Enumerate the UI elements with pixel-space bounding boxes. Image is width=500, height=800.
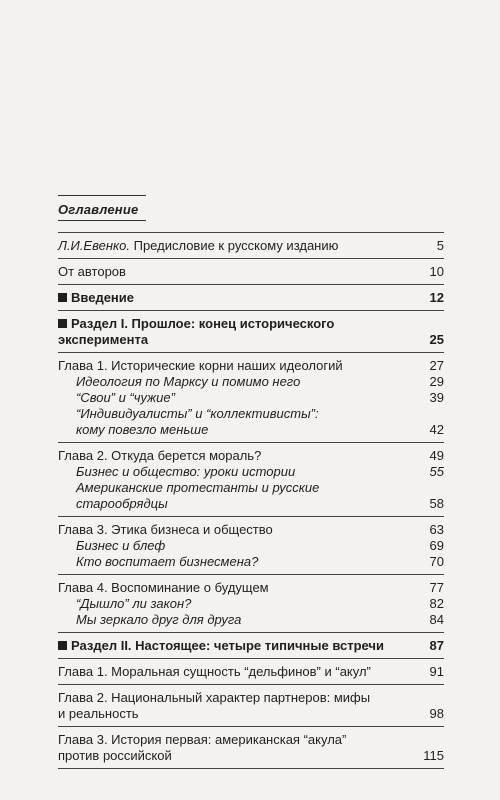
entry-title: Мы зеркало друг для друга bbox=[76, 612, 242, 627]
toc-entry bbox=[58, 264, 444, 280]
title-top-rule bbox=[58, 195, 146, 196]
entry-title: Глава 3. Этика бизнеса и общество bbox=[58, 522, 273, 537]
entry-title: Глава 4. Воспоминание о будущем bbox=[58, 580, 269, 595]
toc-entry bbox=[58, 732, 444, 748]
entry-page: 58 bbox=[429, 496, 444, 511]
toc-group bbox=[58, 258, 444, 284]
entry-title-line2: против российской bbox=[58, 748, 172, 763]
entry-page: 49 bbox=[429, 448, 444, 463]
entry-title-line2: и реальность bbox=[58, 706, 139, 721]
toc-group bbox=[58, 310, 444, 352]
entry-page: 77 bbox=[429, 580, 444, 595]
entry-page: 27 bbox=[429, 358, 444, 373]
toc-group bbox=[58, 726, 444, 769]
section-square-icon bbox=[58, 293, 67, 302]
entry-page: 87 bbox=[429, 638, 444, 653]
toc-section-entry bbox=[58, 638, 444, 654]
toc-group bbox=[58, 352, 444, 442]
entry-page: 70 bbox=[429, 554, 444, 569]
entry-page: 10 bbox=[429, 264, 444, 279]
toc-group bbox=[58, 684, 444, 726]
entry-title-line2: старообрядцы bbox=[76, 496, 168, 511]
toc-group bbox=[58, 284, 444, 310]
toc-entry-cont bbox=[58, 706, 444, 722]
toc-section-entry bbox=[58, 316, 444, 332]
toc-subentry bbox=[58, 464, 444, 480]
entry-title-line1: “Индивидуалисты” и “коллективисты”: bbox=[76, 406, 319, 421]
entry-page: 29 bbox=[429, 374, 444, 389]
toc-title: Оглавление bbox=[58, 202, 139, 217]
toc-entry bbox=[58, 664, 444, 680]
toc-entry bbox=[58, 580, 444, 596]
toc-subentry-cont bbox=[58, 496, 444, 512]
entry-page: 98 bbox=[429, 706, 444, 721]
section-square-icon bbox=[58, 319, 67, 328]
toc-group bbox=[58, 632, 444, 658]
entry-page: 82 bbox=[429, 596, 444, 611]
toc-group bbox=[58, 516, 444, 574]
section-square-icon bbox=[58, 641, 67, 650]
table-of-contents bbox=[58, 232, 444, 769]
entry-title: Идеология по Марксу и помимо него bbox=[76, 374, 301, 389]
entry-title-line1: Американские протестанты и русские bbox=[76, 480, 320, 495]
entry-title-line1: Глава 3. История первая: американская “акула” bbox=[58, 732, 347, 747]
toc-entry bbox=[58, 522, 444, 538]
toc-subentry-cont bbox=[58, 422, 444, 438]
entry-title-line2: кому повезло меньше bbox=[76, 422, 209, 437]
toc-group bbox=[58, 574, 444, 632]
toc-section-entry bbox=[58, 290, 444, 306]
entry-page: 91 bbox=[429, 664, 444, 679]
entry-page: 39 bbox=[429, 390, 444, 405]
entry-title: Бизнес и общество: уроки истории bbox=[76, 464, 296, 479]
entry-title: Глава 2. Откуда берется мораль? bbox=[58, 448, 262, 463]
toc-section-entry-cont bbox=[58, 332, 444, 348]
entry-page: 84 bbox=[429, 612, 444, 627]
entry-page: 25 bbox=[429, 332, 444, 347]
toc-group bbox=[58, 442, 444, 516]
entry-title: Введение bbox=[71, 290, 134, 305]
entry-title: От авторов bbox=[58, 264, 126, 279]
entry-title: Бизнес и блеф bbox=[76, 538, 166, 553]
entry-title: “Свои” и “чужие” bbox=[76, 390, 175, 405]
toc-subentry bbox=[58, 612, 444, 628]
toc-entry bbox=[58, 238, 444, 254]
toc-subentry bbox=[58, 596, 444, 612]
entry-page: 42 bbox=[429, 422, 444, 437]
entry-page: 55 bbox=[429, 464, 444, 479]
entry-title: Глава 1. Моральная сущность “дельфинов” и “акул” bbox=[58, 664, 371, 679]
toc-subentry bbox=[58, 480, 444, 496]
toc-group bbox=[58, 232, 444, 258]
toc-subentry bbox=[58, 374, 444, 390]
toc-entry bbox=[58, 448, 444, 464]
toc-subentry bbox=[58, 390, 444, 406]
toc-subentry bbox=[58, 554, 444, 570]
toc-subentry bbox=[58, 538, 444, 554]
entry-page: 63 bbox=[429, 522, 444, 537]
entry-page: 12 bbox=[429, 290, 444, 305]
entry-page: 5 bbox=[436, 238, 444, 253]
toc-group bbox=[58, 658, 444, 684]
title-underline bbox=[58, 220, 146, 221]
toc-entry bbox=[58, 690, 444, 706]
entry-author: Л.И.Евенко. bbox=[58, 238, 130, 253]
toc-subentry bbox=[58, 406, 444, 422]
toc-entry bbox=[58, 358, 444, 374]
entry-title: “Дышло” ли закон? bbox=[76, 596, 192, 611]
entry-title-line2: эксперимента bbox=[58, 332, 149, 347]
entry-title-line1: Раздел I. Прошлое: конец исторического bbox=[71, 316, 335, 331]
entry-title: Раздел II. Настоящее: четыре типичные встречи bbox=[71, 638, 384, 653]
entry-title: Кто воспитает бизнесмена? bbox=[76, 554, 259, 569]
entry-title: Глава 1. Исторические корни наших идеологий bbox=[58, 358, 343, 373]
entry-page: 115 bbox=[423, 748, 444, 763]
toc-entry-cont bbox=[58, 748, 444, 764]
entry-title-line1: Глава 2. Национальный характер партнеров: мифы bbox=[58, 690, 371, 705]
entry-title: Предисловие к русскому изданию bbox=[129, 238, 339, 253]
entry-page: 69 bbox=[429, 538, 444, 553]
